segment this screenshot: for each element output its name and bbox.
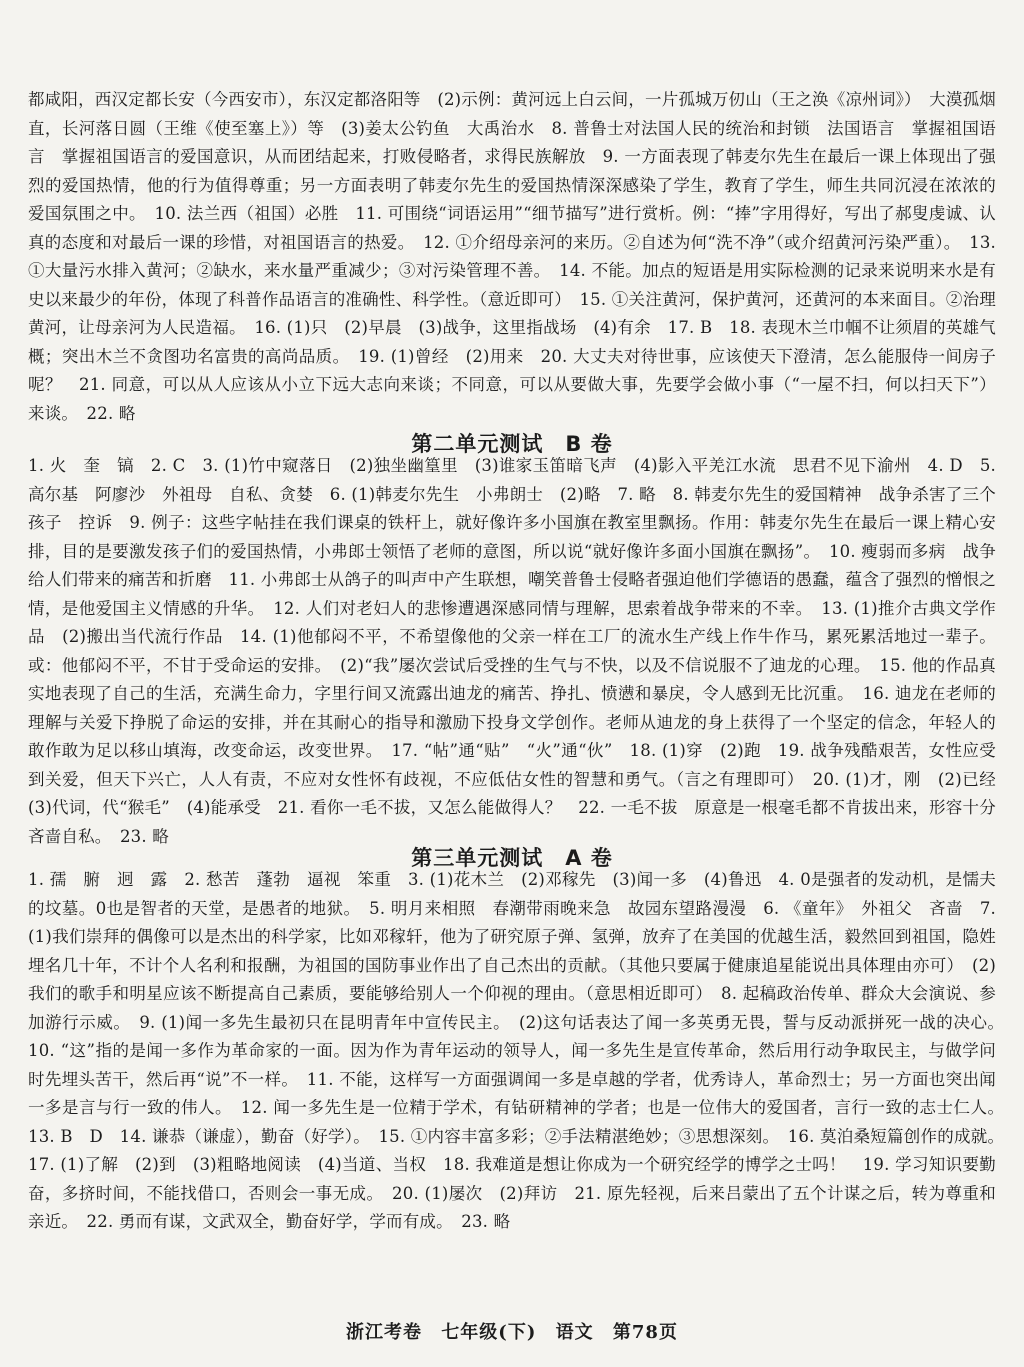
footer-grade: 七年级(下): [441, 1322, 537, 1343]
unit-test-a-answers-continued: 都咸阳，西汉定都长安（今西安市），东汉定都洛阳等 (2)示例：黄河远上白云间，一片孤城万仞山（王之涣《凉州词》） 大漠孤烟直，长河落日圆（王维《使至塞上》）等 (3)姜太公钓鱼 大禹治水 8. 普鲁士对法国人民的统治和封锁 法国语言 掌握祖国语言 掌握祖国语言的爱国意识，从而团结起来，打败侵略者，求得民族解放 9. 一方面表现了韩麦尔先生在最后一课上体现出了强烈的爱国热情，他的行为值得尊重；另一方面表明了韩麦尔先生的爱国热情深深感染了学生，教育了学生，师生共同沉浸在浓浓的爱国氛围之中。 10. 法兰西（祖国）必胜 11. 可围绕“词语运用”“细节描写”进行赏析。例：“捧”字用得好，写出了郝叟虔诚、认真的态度和对最后一课的珍惜，对祖国语言的热爱。 12. ①介绍母亲河的来历。②自述为何“洗不净”（或介绍黄河污染严重）。 13. ①大量污水排入黄河；②缺水，来水量严重减少；③对污染管理不善。 14. 不能。加点的短语是用实际检测的记录来说明来水是有史以来最少的年份，体现了科普作品语言的准确性、科学性。（意近即可） 15. ①关注黄河，保护黄河，还黄河的本来面目。②治理黄河，让母亲河为人民造福。 16. (1)只 (2)早晨 (3)战争，这里指战场 (4)有余 17. B 18. 表现木兰巾帼不让须眉的英雄气概；突出木兰不贪图功名富贵的高尚品质。 19. (1)曾经 (2)用来 20. 大丈夫对待世事，应该使天下澄清，怎么能服侍一间房子呢？ 21. 同意，可以从人应该从小立下远大志向来谈；不同意，可以从要做大事，先要学会做小事（“一屋不扫，何以扫天下”）来谈。 22. 略: [28, 90, 996, 423]
page-footer: [0, 1318, 1024, 1344]
footer-subject: 语文: [555, 1322, 594, 1343]
footer-publication: 浙江考卷: [346, 1322, 423, 1343]
footer-page-number: 第78页: [612, 1322, 678, 1343]
section-heading-unit3-a: 第三单元测试 A 卷: [411, 846, 613, 870]
unit2-b-answers: 1. 火 奎 镐 2. C 3. (1)竹中窥落日 (2)独坐幽篁里 (3)谁家玉笛暗飞声 (4)影入平羌江水流 思君不见下渝州 4. D 5. 高尔基 阿廖沙 外祖母 自私、贪婪 6. (1)韩麦尔先生 小弗朗士 (2)略 7. 略 8. 韩麦尔先生的爱国精神 战争杀害了三个孩子 控诉 9. 例子：这些字帖挂在我们课桌的铁杆上，就好像许多小国旗在教室里飘扬。作用：韩麦尔先生在最后一课上精心安排，目的是要激发孩子们的爱国热情，小弗郎士领悟了老师的意图，所以说“就好像许多面小国旗在飘扬”。 10. 瘦弱而多病 战争给人们带来的痛苦和折磨 11. 小弗郎士从鸽子的叫声中产生联想，嘲笑普鲁士侵略者强迫他们学德语的愚蠢，蕴含了强烈的憎恨之情，是他爱国主义情感的升华。 12. 人们对老妇人的悲惨遭遇深感同情与理解，思索着战争带来的不幸。 13. (1)推介古典文学作品 (2)搬出当代流行作品 14. (1)他郁闷不平，不希望像他的父亲一样在工厂的流水生产线上作牛作马，累死累活地过一辈子。或：他郁闷不平，不甘于受命运的安排。 (2)“我”屡次尝试后受挫的生气与不快，以及不信说服不了迪龙的心理。 15. 他的作品真实地表现了自己的生活，充满生命力，字里行间又流露出迪龙的痛苦、挣扎、愤懑和暴戾，令人感到无比沉重。 16. 迪龙在老师的理解与关爱下挣脱了命运的安排，并在其耐心的指导和激励下投身文学创作。老师从迪龙的身上获得了一个坚定的信念，年轻人的敢作敢为足以移山填海，改变命运，改变世界。 17. “帖”通“贴” “火”通“伙” 18. (1)穿 (2)跑 19. 战争残酷艰苦，女性应受到关爱，但天下兴亡，人人有责，不应对女性怀有歧视，不应低估女性的智慧和勇气。（言之有理即可） 20. (1)才，刚 (2)已经 (3)代词，代“猴毛” (4)能承受 21. 看你一毛不拔，又怎么能做得人？ 22. 一毛不拔 原意是一根毫毛都不肯拔出来，形容十分吝啬自私。 23. 略: [28, 456, 1013, 846]
unit3-a-answers: 1. 孺 腑 迥 露 2. 愁苦 蓬勃 逼视 笨重 3. (1)花木兰 (2)邓稼先 (3)闻一多 (4)鲁迅 4. 0是强者的发动机，是懦夫的坟墓。0也是智者的天堂，是愚者的地狱。 5. 明月来相照 春潮带雨晚来急 故园东望路漫漫 6. 《童年》 外祖父 吝啬 7. (1)我们崇拜的偶像可以是杰出的科学家，比如邓稼轩，他为了研究原子弹、氢弹，放弃了在美国的优越生活，毅然回到祖国，隐姓埋名几十年，不计个人名利和报酬，为祖国的国防事业作出了自己杰出的贡献。（其他只要属于健康追星能说出具体理由亦可） (2)我们的歌手和明星应该不断提高自己素质，要能够给别人一个仰视的理由。（意思相近即可） 8. 起稿政治传单、群众大会演说、参加游行示威。 9. (1)闻一多先生最初只在昆明青年中宣传民主。 (2)这句话表达了闻一多英勇无畏，誓与反动派拼死一战的决心。 10. “这”指的是闻一多作为革命家的一面。因为作为青年运动的领导人，闻一多先生是宣传革命，然后用行动争取民主，与做学问时先埋头苦干，然后再“说”不一样。 11. 不能，这样写一方面强调闻一多是卓越的学者，优秀诗人，革命烈士；另一方面也突出闻一多是言与行一致的伟人。 12. 闻一多先生是一位精于学术，有钻研精神的学者；也是一位伟大的爱国者，言行一致的志士仁人。 13. B D 14. 谦恭（谦虚），勤奋（好学）。 15. ①内容丰富多彩；②手法精湛绝妙；③思想深刻。 16. 莫泊桑短篇创作的成就。 17. (1)了解 (2)到 (3)粗略地阅读 (4)当道、当权 18. 我难道是想让你成为一个研究经学的博学之士吗！ 19. 学习知识要勤奋，多挤时间，不能找借口，否则会一事无成。 20. (1)屡次 (2)拜访 21. 原先轻视，后来吕蒙出了五个计谋之后，转为尊重和亲近。 22. 勇而有谋，文武双全，勤奋好学，学而有成。 23. 略: [28, 870, 1013, 1231]
section-heading-unit2-b: 第二单元测试 B 卷: [411, 432, 613, 456]
